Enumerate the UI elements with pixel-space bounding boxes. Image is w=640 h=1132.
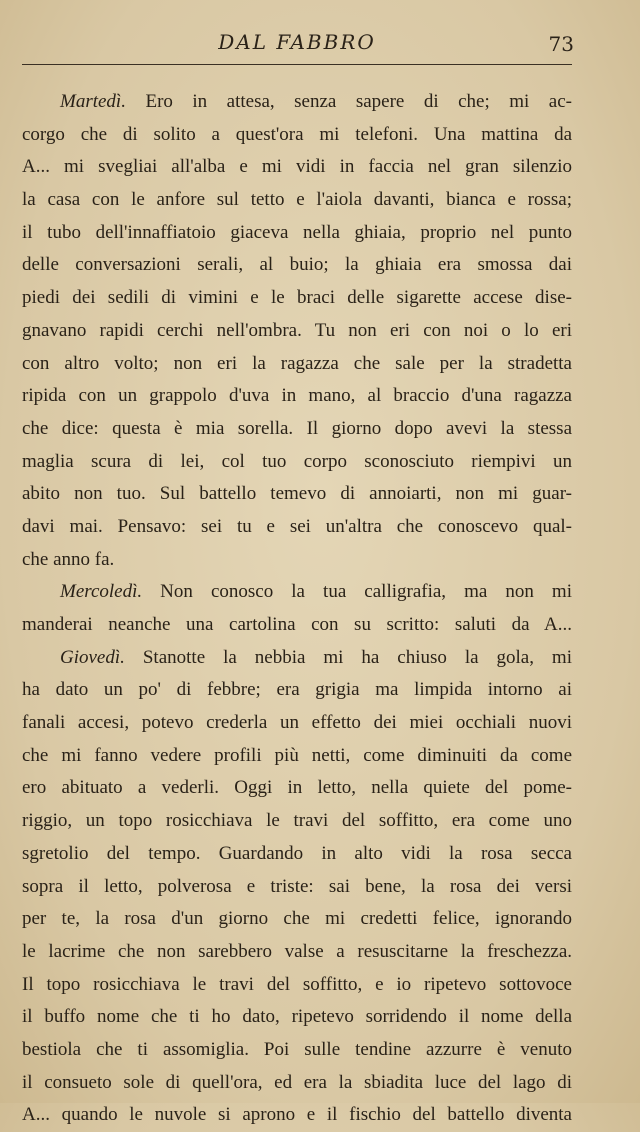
line-text: che dice: questa è mia sorella. Il giorno dopo avevi la stessa <box>22 417 572 439</box>
text-line <box>22 544 572 577</box>
line-text: ha dato un po' di febbre; era grigia ma limpida intorno ai <box>22 679 572 701</box>
text-line <box>22 1001 572 1034</box>
text-line <box>22 642 572 675</box>
line-text: corgo che di solito a quest'ora mi telefoni. Una mattina da <box>22 123 572 145</box>
line-text: manderai neanche una cartolina con su scritto: saluti da A... <box>22 614 572 635</box>
line-text: che anno fa. <box>22 548 115 570</box>
text-line <box>22 282 572 315</box>
line-text: Stanotte la nebbia mi ha chiuso la gola, mi <box>124 646 572 668</box>
text-line <box>22 936 572 969</box>
text-line <box>22 511 572 544</box>
line-text: A... mi svegliai all'alba e mi vidi in faccia nel gran silenzio <box>22 156 572 178</box>
day-heading: Giovedì. <box>60 646 125 668</box>
line-text: A... quando le nuvole si aprono e il fischio del battello diventa <box>22 1104 572 1126</box>
text-line <box>22 478 572 511</box>
line-text: Ero in attesa, senza sapere di che; mi ac- <box>125 91 572 112</box>
text-line <box>22 1067 572 1100</box>
text-line <box>22 119 572 152</box>
line-text: fanali accesi, potevo crederla un effetto dei miei occhiali nuovi <box>22 712 572 734</box>
day-heading: Mercoledì. <box>60 581 143 603</box>
line-text: riggio, un topo rosicchiava le travi del soffitto, era come uno <box>22 810 572 832</box>
line-text: Il topo rosicchiava le travi del soffitto, e io ripetevo sottovoce <box>22 973 572 995</box>
page-header <box>22 30 572 60</box>
text-line <box>22 707 572 740</box>
text-line <box>22 315 572 348</box>
text-line <box>22 772 572 805</box>
text-line <box>22 576 572 609</box>
line-text: gnavano rapidi cerchi nell'ombra. Tu non eri con noi o lo eri <box>22 319 572 341</box>
text-line <box>22 249 572 282</box>
line-text: la casa con le anfore sul tetto e l'aiola davanti, bianca e rossa; <box>22 189 572 211</box>
text-line <box>22 805 572 838</box>
line-text: delle conversazioni serali, al buio; la ghiaia era smossa dai <box>22 254 572 276</box>
line-text: Non conosco la tua calligrafia, ma non mi <box>142 581 572 603</box>
text-line <box>22 86 572 119</box>
day-heading: Martedì. <box>60 91 126 112</box>
body-text <box>22 86 572 1132</box>
text-line <box>22 740 572 773</box>
text-line <box>22 871 572 904</box>
line-text: il buffo nome che ti ho dato, ripetevo sorridendo il nome della <box>22 1006 572 1028</box>
running-title: DAL FABBRO <box>218 30 376 54</box>
text-line <box>22 1099 572 1132</box>
text-line <box>22 609 572 642</box>
page-number: 73 <box>548 32 574 56</box>
line-text: con altro volto; non eri la ragazza che sale per la stradetta <box>22 352 572 374</box>
line-text: piedi dei sedili di vimini e le braci delle sigarette accese dise- <box>22 287 572 309</box>
text-line <box>22 1034 572 1067</box>
text-line <box>22 184 572 217</box>
text-line <box>22 903 572 936</box>
text-line <box>22 969 572 1002</box>
line-text: ripida con un grappolo d'uva in mano, al braccio d'una ragazza <box>22 385 572 407</box>
line-text: bestiola che ti assomiglia. Poi sulle tendine azzurre è venuto <box>22 1038 572 1060</box>
text-line <box>22 413 572 446</box>
line-text: sopra il letto, polverosa e triste: sai bene, la rosa dei versi <box>22 875 572 897</box>
text-line <box>22 674 572 707</box>
line-text: il consueto sole di quell'ora, ed era la sbiadita luce del lago di <box>22 1071 572 1093</box>
line-text: per te, la rosa d'un giorno che mi credetti felice, ignorando <box>22 908 572 930</box>
line-text: sgretolio del tempo. Guardando in alto vidi la rosa secca <box>22 842 572 864</box>
text-line <box>22 151 572 184</box>
text-line <box>22 446 572 479</box>
line-text: davi mai. Pensavo: sei tu e sei un'altra che conoscevo qual- <box>22 515 572 537</box>
line-text: il tubo dell'innaffiatoio giaceva nella ghiaia, proprio nel punto <box>22 221 572 243</box>
text-line <box>22 217 572 250</box>
line-text: maglia scura di lei, col tuo corpo sconosciuto riempivi un <box>22 450 572 472</box>
line-text: le lacrime che non sarebbero valse a resuscitarne la freschezza. <box>22 940 572 962</box>
text-line <box>22 838 572 871</box>
line-text: abito non tuo. Sul battello temevo di annoiarti, non mi guar- <box>22 483 572 505</box>
line-text: ero abituato a vederli. Oggi in letto, nella quiete del pome- <box>22 777 572 799</box>
header-rule <box>22 64 572 65</box>
line-text: che mi fanno vedere profili più netti, come diminuiti da come <box>22 744 572 766</box>
text-line <box>22 380 572 413</box>
text-line <box>22 348 572 381</box>
